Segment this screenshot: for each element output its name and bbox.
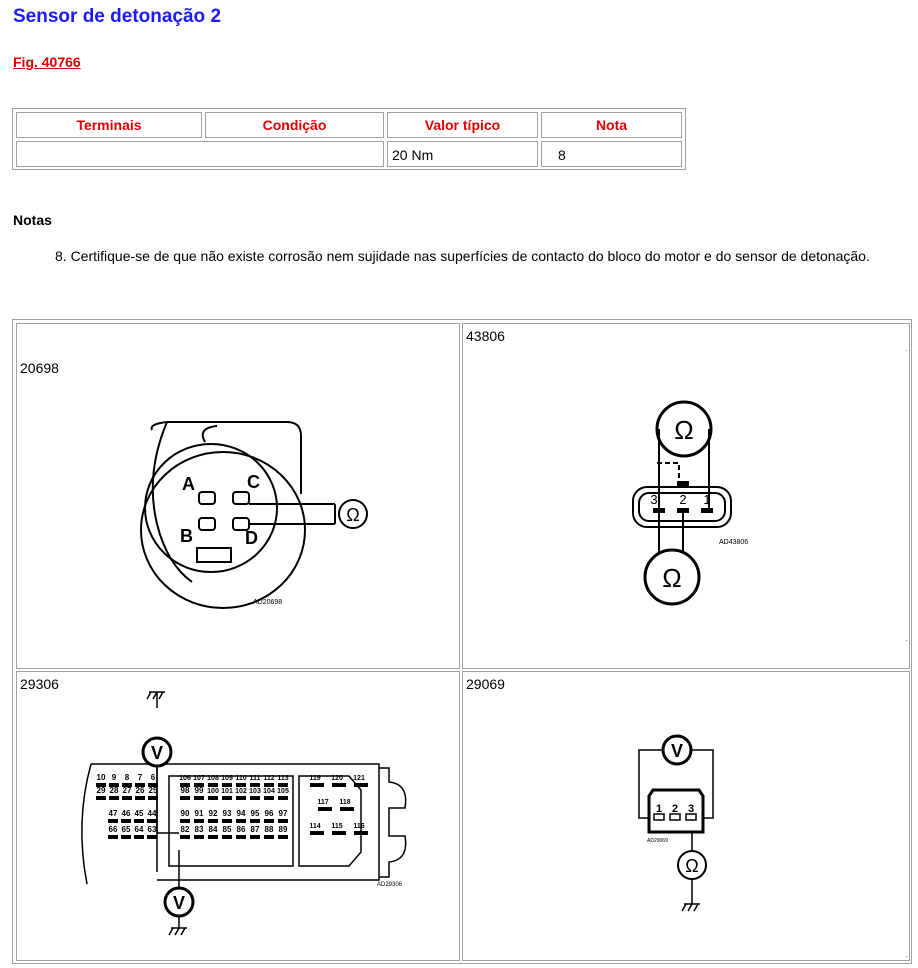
pin-contact bbox=[180, 835, 190, 839]
pin-number: 45 bbox=[134, 809, 144, 818]
pin-label-1: 1 bbox=[703, 492, 711, 507]
pin-contact bbox=[236, 835, 246, 839]
pin-contact bbox=[208, 783, 218, 787]
pin-contact bbox=[236, 796, 246, 800]
pin-number: 93 bbox=[222, 809, 232, 818]
knock-sensor-diagram bbox=[17, 324, 460, 669]
pin-contact bbox=[194, 819, 204, 823]
pin-contact bbox=[264, 819, 274, 823]
header-condicao: Condição bbox=[205, 112, 384, 138]
voltmeter-symbol-top: V bbox=[150, 743, 164, 763]
pin-number: 47 bbox=[108, 809, 118, 818]
pin-number: 99 bbox=[194, 786, 204, 795]
pin-contact bbox=[310, 783, 324, 787]
pin-number: 90 bbox=[180, 809, 190, 818]
pin-contact bbox=[180, 796, 190, 800]
pin-number: 101 bbox=[221, 788, 233, 795]
voltmeter-symbol: V bbox=[670, 741, 684, 761]
pin-contact bbox=[264, 783, 274, 787]
pin-contact bbox=[354, 831, 368, 835]
pin-number: 92 bbox=[208, 809, 218, 818]
pin-number: 25 bbox=[148, 786, 158, 795]
pin-contact bbox=[194, 835, 204, 839]
pin-contact bbox=[148, 796, 158, 800]
pin-number: 109 bbox=[221, 775, 233, 782]
pin-contact bbox=[278, 796, 288, 800]
header-valor-tipico: Valor típico bbox=[387, 112, 538, 138]
pin-contact bbox=[264, 835, 274, 839]
ohmmeter-symbol: Ω bbox=[685, 856, 699, 876]
pin-contact bbox=[121, 835, 131, 839]
pin-contact bbox=[109, 796, 119, 800]
pin-number: 83 bbox=[194, 825, 204, 834]
notes-heading: Notas bbox=[13, 212, 52, 228]
pin-contact bbox=[108, 819, 118, 823]
figure-ref: AD20698 bbox=[253, 599, 283, 606]
pin-contact bbox=[208, 796, 218, 800]
pin-label-c: C bbox=[247, 472, 260, 492]
figure-ref: AD29306 bbox=[377, 882, 403, 888]
pin-contact bbox=[250, 783, 260, 787]
pin-contact bbox=[310, 831, 324, 835]
ohmmeter-symbol: Ω bbox=[346, 505, 360, 525]
pin-label-3: 3 bbox=[687, 803, 695, 815]
pin-number: 85 bbox=[222, 825, 232, 834]
connector-test-diagram bbox=[463, 672, 910, 961]
cell-terminais-condicao bbox=[16, 141, 384, 167]
page-title: Sensor de detonação 2 bbox=[13, 6, 222, 27]
pin-number: 44 bbox=[147, 809, 157, 818]
pin-number: 107 bbox=[193, 775, 205, 782]
pin-contact bbox=[194, 796, 204, 800]
pin-number: 121 bbox=[353, 775, 365, 782]
pin-number: 114 bbox=[309, 823, 321, 830]
pin-label-b: B bbox=[180, 526, 193, 546]
pin-contact bbox=[222, 819, 232, 823]
pin-number: 98 bbox=[180, 786, 190, 795]
pin-contact bbox=[236, 819, 246, 823]
pin-number: 64 bbox=[134, 825, 144, 834]
figure-ref: AD29069 bbox=[647, 838, 668, 844]
pin-number: 26 bbox=[135, 786, 145, 795]
pin-contact bbox=[332, 783, 346, 787]
figure-id: 43806 bbox=[466, 328, 505, 344]
cell-nota: 8 bbox=[541, 141, 682, 167]
pin-contact bbox=[208, 819, 218, 823]
pin-number: 111 bbox=[249, 775, 261, 782]
note-item: 8. Certifique-se de que não existe corrosão nem sujidade nas superfícies de contacto do bloco do motor e do sensor de detonação. bbox=[55, 248, 870, 264]
spec-table bbox=[12, 108, 686, 170]
pin-contact bbox=[108, 835, 118, 839]
pin-contact bbox=[222, 835, 232, 839]
pin-contact bbox=[332, 831, 346, 835]
pin-number: 115 bbox=[331, 823, 343, 830]
pin-number: 96 bbox=[264, 809, 274, 818]
figure-grid bbox=[12, 319, 912, 964]
pin-contact bbox=[147, 835, 157, 839]
figure-id: 29069 bbox=[466, 676, 505, 692]
pin-number: 110 bbox=[235, 775, 247, 782]
pin-contact bbox=[250, 796, 260, 800]
pin-number: 27 bbox=[122, 786, 132, 795]
pin-number: 87 bbox=[250, 825, 260, 834]
pin-number: 113 bbox=[277, 775, 289, 782]
ecu-connector-diagram bbox=[17, 672, 460, 961]
pin-label-a: A bbox=[182, 474, 195, 494]
pin-number: 10 bbox=[96, 773, 106, 782]
pin-label-d: D bbox=[245, 528, 258, 548]
pin-number: 97 bbox=[278, 809, 288, 818]
pin-number: 84 bbox=[208, 825, 218, 834]
pin-number: 94 bbox=[236, 809, 246, 818]
pin-contact bbox=[250, 835, 260, 839]
pin-number: 103 bbox=[249, 788, 261, 795]
pin-number: 46 bbox=[121, 809, 131, 818]
pin-number: 120 bbox=[331, 775, 343, 782]
pin-contact bbox=[134, 835, 144, 839]
pin-number: 108 bbox=[207, 775, 219, 782]
pin-contact bbox=[278, 835, 288, 839]
pin-contact bbox=[236, 783, 246, 787]
pin-contact bbox=[278, 783, 288, 787]
pin-number: 89 bbox=[278, 825, 288, 834]
figure-id: 29306 bbox=[20, 676, 59, 692]
pin-contact bbox=[96, 796, 106, 800]
pin-contact bbox=[340, 807, 354, 811]
pin-contact bbox=[264, 796, 274, 800]
pin-contact bbox=[208, 835, 218, 839]
pin-contact bbox=[122, 796, 132, 800]
figure-panel-29306 bbox=[16, 671, 460, 961]
ohmmeter-symbol-top: Ω bbox=[674, 415, 694, 445]
pin-number: 91 bbox=[194, 809, 204, 818]
pin-number: 118 bbox=[339, 799, 351, 806]
pin-contact bbox=[278, 819, 288, 823]
pin-contact bbox=[354, 783, 368, 787]
header-nota: Nota bbox=[541, 112, 682, 138]
cell-valor-tipico: 20 Nm bbox=[387, 141, 538, 167]
pin-number: 29 bbox=[96, 786, 106, 795]
pin-number: 95 bbox=[250, 809, 260, 818]
pin-label-1: 1 bbox=[655, 803, 663, 815]
pin-number: 117 bbox=[317, 799, 329, 806]
pin-number: 102 bbox=[235, 788, 247, 795]
pin-number: 28 bbox=[109, 786, 119, 795]
voltmeter-symbol-bottom: V bbox=[172, 893, 186, 913]
pin-number: 105 bbox=[277, 788, 289, 795]
pin-number: 63 bbox=[147, 825, 157, 834]
pin-number: 86 bbox=[236, 825, 246, 834]
pin-label-2: 2 bbox=[679, 492, 687, 507]
pin-label-2: 2 bbox=[671, 803, 679, 815]
header-terminais: Terminais bbox=[16, 112, 202, 138]
connector-diagram bbox=[463, 324, 910, 669]
pin-number: 8 bbox=[124, 773, 130, 782]
figure-ref: AD43806 bbox=[719, 539, 749, 546]
pin-contact bbox=[222, 783, 232, 787]
figure-panel-43806 bbox=[462, 323, 910, 669]
pin-contact bbox=[222, 796, 232, 800]
pin-number: 82 bbox=[180, 825, 190, 834]
pin-number: 100 bbox=[207, 788, 219, 795]
figure-id: 20698 bbox=[20, 360, 59, 376]
ohmmeter-symbol-bottom: Ω bbox=[662, 563, 682, 593]
pin-contact bbox=[134, 819, 144, 823]
pin-number: 6 bbox=[150, 773, 156, 782]
figure-panel-20698 bbox=[16, 323, 460, 669]
pin-number: 112 bbox=[263, 775, 275, 782]
pin-number: 65 bbox=[121, 825, 131, 834]
pin-number: 66 bbox=[108, 825, 118, 834]
pin-number: 9 bbox=[111, 773, 117, 782]
figure-panel-29069 bbox=[462, 671, 910, 961]
pin-contact bbox=[121, 819, 131, 823]
figure-link[interactable]: Fig. 40766 bbox=[13, 54, 81, 70]
pin-label-3: 3 bbox=[650, 492, 658, 507]
pin-number: 106 bbox=[179, 775, 191, 782]
pin-contact bbox=[135, 796, 145, 800]
connector-pin-grid bbox=[96, 773, 368, 839]
pin-number: 116 bbox=[353, 823, 365, 830]
pin-number: 104 bbox=[263, 788, 275, 795]
pin-number: 119 bbox=[309, 775, 321, 782]
pin-contact bbox=[318, 807, 332, 811]
pin-number: 7 bbox=[137, 773, 143, 782]
pin-number: 88 bbox=[264, 825, 274, 834]
pin-contact bbox=[180, 819, 190, 823]
pin-contact bbox=[250, 819, 260, 823]
pin-contact bbox=[147, 819, 157, 823]
